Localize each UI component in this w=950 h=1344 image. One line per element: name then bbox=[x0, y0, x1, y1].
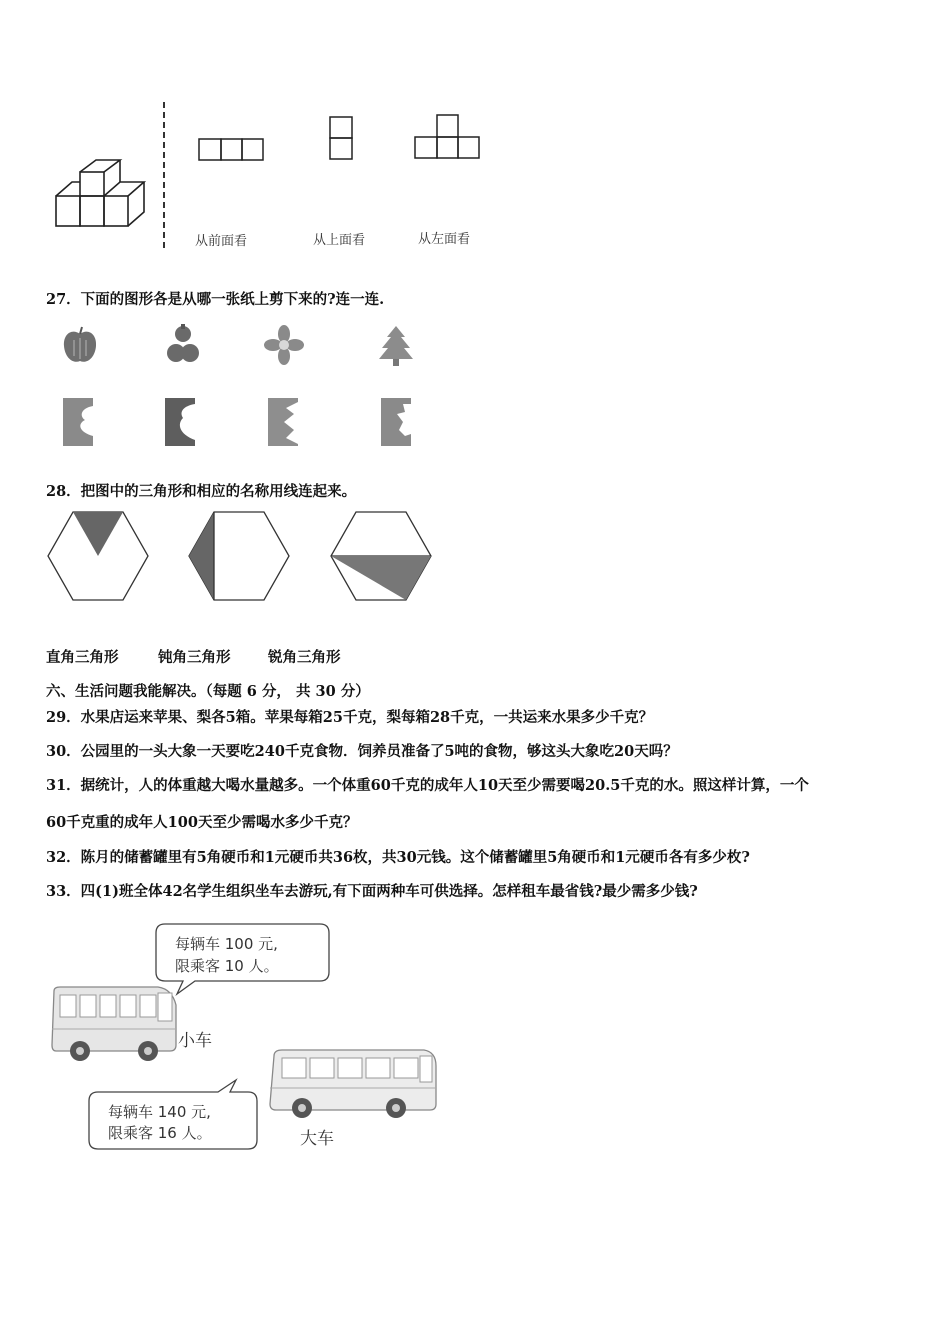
hexagon-2 bbox=[188, 510, 292, 602]
small-bus-icon bbox=[50, 985, 180, 1065]
cube-solid-drawing bbox=[52, 158, 162, 238]
big-bus-icon bbox=[268, 1048, 438, 1128]
big-bus-label: 大车 bbox=[300, 1129, 334, 1149]
small-bus-label: 小车 bbox=[178, 1031, 212, 1051]
paper-cutout-2-icon bbox=[165, 398, 197, 448]
section-6-title: 六、生活问题我能解决。（每题 6 分， 共 30 分） bbox=[46, 683, 370, 700]
small-bus-price: 每辆车 100 元, bbox=[175, 935, 278, 953]
paper-cutout-1-icon bbox=[63, 398, 95, 448]
hexagon-1 bbox=[47, 510, 151, 602]
question-31-line1: 31．据统计，人的体重越大喝水量越多。一个体重60千克的成年人10天至少需要喝20.5千克的水。照这样计算，一个 bbox=[46, 777, 809, 794]
triangle-name-acute: 锐角三角形 bbox=[268, 649, 341, 666]
small-bus-capacity: 限乘客 10 人。 bbox=[175, 957, 279, 975]
big-bus-capacity: 限乘客 16 人。 bbox=[108, 1124, 212, 1142]
triangle-name-obtuse: 钝角三角形 bbox=[158, 649, 231, 666]
question-27: 27．下面的图形各是从哪一张纸上剪下来的?连一连. bbox=[46, 291, 385, 308]
top-view-drawing bbox=[329, 116, 355, 162]
question-33: 33．四(1)班全体42名学生组织坐车去游玩,有下面两种车可供选择。怎样租车最省钱?最少需多少钱? bbox=[46, 883, 698, 900]
paper-cutout-3-icon bbox=[268, 398, 300, 448]
question-30: 30．公园里的一头大象一天要吃240千克食物．饲养员准备了5吨的食物，够这头大象吃20天吗？ bbox=[46, 743, 678, 760]
hexagon-3 bbox=[330, 510, 434, 602]
apple-shape-icon bbox=[62, 326, 98, 366]
left-view-drawing bbox=[414, 114, 484, 162]
gourd-shape-icon bbox=[165, 322, 201, 366]
tree-shape-icon bbox=[377, 325, 415, 367]
view-label-front: 从前面看 bbox=[195, 234, 248, 249]
view-label-top: 从上面看 bbox=[313, 233, 366, 248]
paper-cutout-4-icon bbox=[381, 398, 413, 448]
big-bus-price: 每辆车 140 元, bbox=[108, 1103, 211, 1121]
question-31-line2: 60千克重的成年人100天至少需喝水多少千克？ bbox=[46, 814, 358, 831]
question-32: 32．陈月的储蓄罐里有5角硬币和1元硬币共36枚，共30元钱。这个储蓄罐里5角硬币和1元硬币各有多少枚? bbox=[46, 849, 750, 866]
triangle-name-right: 直角三角形 bbox=[46, 649, 119, 666]
dashed-divider bbox=[163, 102, 165, 248]
front-view-drawing bbox=[198, 138, 268, 162]
question-29: 29．水果店运来苹果、梨各5箱。苹果每箱25千克，梨每箱28千克，一共运来水果多少千克？ bbox=[46, 709, 654, 726]
question-28: 28．把图中的三角形和相应的名称用线连起来。 bbox=[46, 483, 357, 500]
flower-shape-icon bbox=[264, 325, 304, 365]
view-label-left: 从左面看 bbox=[418, 232, 471, 247]
